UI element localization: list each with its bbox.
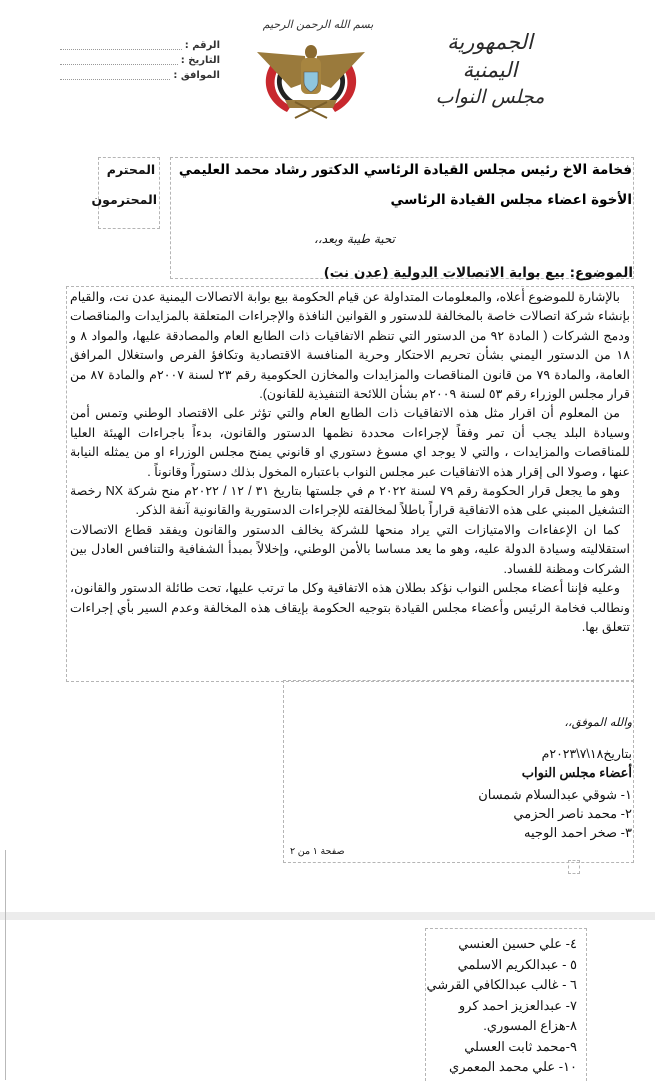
body-paragraph: وهو ما يجعل قرار الحكومة رقم ٧٩ لسنة ٢٠٢٢ م في جلستها بتاريخ ٣١ / ١٢ / ٢٠٢٢م منح شركة NX رخصة التشغيل المبني على هذه الاتفاقية قراراً باطلاً لمخالفته للإجراءات الدستورية والقانونية آنفة الذكر.	[70, 484, 630, 518]
body-paragraph: وعليه فإننا أعضاء مجلس النواب نؤكد بطلان هذه الاتفاقية وكل ما ترتب عليها، تحت طائلة الدستور والقانون، ونطالب فخامة الرئيس وأعضاء مجلس القيادة بتوجيه الحكومة بإيقاف هذه المخالفة وعدم السير بأي إجراءات تتعلق بها.	[70, 581, 630, 634]
addressee-line-2: الأخوة اعضاء مجلس القيادة الرئاسي	[390, 192, 632, 208]
signatory: ٦ - غالب عبدالكافي القرشي	[426, 977, 577, 992]
honorific-2: المحترمون	[91, 192, 157, 207]
ref-number-label: الرقم :	[184, 40, 220, 51]
signatories-list-page-1	[478, 785, 632, 842]
scroll-base	[285, 100, 337, 108]
signatory: ١- شوقي عبدالسلام شمسان	[478, 787, 632, 802]
signatory: ٣- صخر احمد الوجيه	[524, 825, 632, 840]
signatory: ٤- علي حسين العنسي	[458, 936, 577, 951]
ref-corresponding-field	[60, 68, 220, 83]
body-paragraph: كما ان الإعفاءات والامتيازات التي يراد منحها للشركة يخالف الدستور والقانون ويفقد قطاع الاتصالات استقلاليته وسيادة الدولة عليه، وهو ما يعد مساسا بالأمن الوطني، وإخلالاً بمبدأ الشفافية والتنافس العادل بين الشركات ومظنة للفساد.	[70, 522, 630, 576]
letterhead-title	[420, 28, 560, 110]
signatory: ٥ - عبدالكريم الاسلمي	[457, 956, 577, 972]
signature-date: بتاريخ١٨\٧\٢٠٢٣م	[541, 747, 632, 761]
ref-corresponding-label: الموافق :	[173, 70, 220, 81]
reference-fields	[60, 38, 220, 83]
ref-date-blank	[60, 56, 178, 65]
signatories-list-page-2	[426, 934, 577, 1078]
ref-number-blank	[60, 41, 182, 50]
eagle-head	[305, 45, 317, 59]
coat-of-arms-icon	[255, 42, 367, 120]
body-paragraph: بالإشارة للموضوع أعلاه، والمعلومات المتداولة عن قيام الحكومة بيع بوابة الاتصالات اليمنية عدن نت، والقيام بإنشاء شركة اتصالات خاصة بالمخالفة للدستور و القوانين النافذة والإجراءات المتعلقة بالمزايدات والمناقصات ودمج الشركات ( المادة ٩٢ من الدستور التي تنظم الاتفاقيات ذات الطابع العام والمصادقة عليها، والمواد ٨ و ١٨ من الدستور اليمني بشأن تحريم الاحتكار وحرية المنافسة الاقتصادية وتكافؤ الفرص واستغلال المرافق العامة، والمادة ٧٩ من قانون المناقصات والمزايدات والمخازن الحكومية رقم ٢٣ لسنة ٢٠٠٧م والمادة ٨٧ من قرار مجلس الوزراء رقم ٥٣ لسنة ٢٠٠٩م بشأن اللائحة التنفيذية للقانون).	[70, 290, 630, 402]
eagle-wing-right	[315, 52, 365, 88]
ref-number-field	[60, 38, 220, 53]
signatories-title: أعضاء مجلس النواب	[521, 765, 632, 780]
ref-corresponding-blank	[60, 71, 170, 80]
letter-body	[70, 288, 630, 637]
greeting: تحية طيبة وبعد،،	[314, 232, 395, 246]
ref-date-label: التاريخ :	[180, 55, 220, 66]
signatory: ١٠- علي محمد المعمري	[449, 1059, 577, 1074]
signatory: ٨-هزاع المسوري.	[483, 1018, 577, 1033]
footer-marker	[568, 860, 580, 874]
addressee-line-1: فخامة الاخ رئيس مجلس القيادة الرئاسي الدكتور رشاد محمد العليمي	[178, 162, 632, 178]
closing-phrase: والله الموفق،،	[564, 715, 632, 729]
page-separator	[0, 912, 655, 920]
signatory: ٢- محمد ناصر الحزمي	[513, 806, 632, 821]
page-number: صفحة ١ من ٢	[290, 846, 345, 857]
viewer-edge-line	[5, 850, 6, 1080]
body-paragraph: من المعلوم أن اقرار مثل هذه الاتفاقيات ذات الطابع العام والتي تؤثر على الاقتصاد الوطني وتمس أمن وسيادة البلد يجب أن تمر وفقاً لإجراءات محددة نظمها الدستور والقانون، بدءاً باجراءات الهيئة العليا للمناقصات والمزايدات ، والتي لا يوجد اي مسوغ دستوري او قانوني يمنح مجلس الوزراء او من يمثله النيابة عنها ، وصولا الى إقرار هذه الاتفاقيات عبر مجلس النواب باعتباره المخول بذلك دستوراً وقانوناً .	[70, 406, 630, 479]
ref-date-field	[60, 53, 220, 68]
letterhead-country: الجمهورية اليمنية	[447, 30, 533, 82]
eagle-wing-left	[257, 52, 307, 88]
subject-line: الموضوع: بيع بوابة الاتصالات الدولية (عدن نت)	[323, 265, 633, 281]
signatory: ٩-محمد ثابت العسلي	[464, 1038, 577, 1054]
honorific-1: المحترم	[106, 162, 156, 177]
letterhead-institution: مجلس النواب	[435, 86, 545, 108]
basmala: بسم الله الرحمن الرحيم	[262, 18, 374, 31]
signatory: ٧- عبدالعزيز احمد كرو	[458, 997, 577, 1013]
